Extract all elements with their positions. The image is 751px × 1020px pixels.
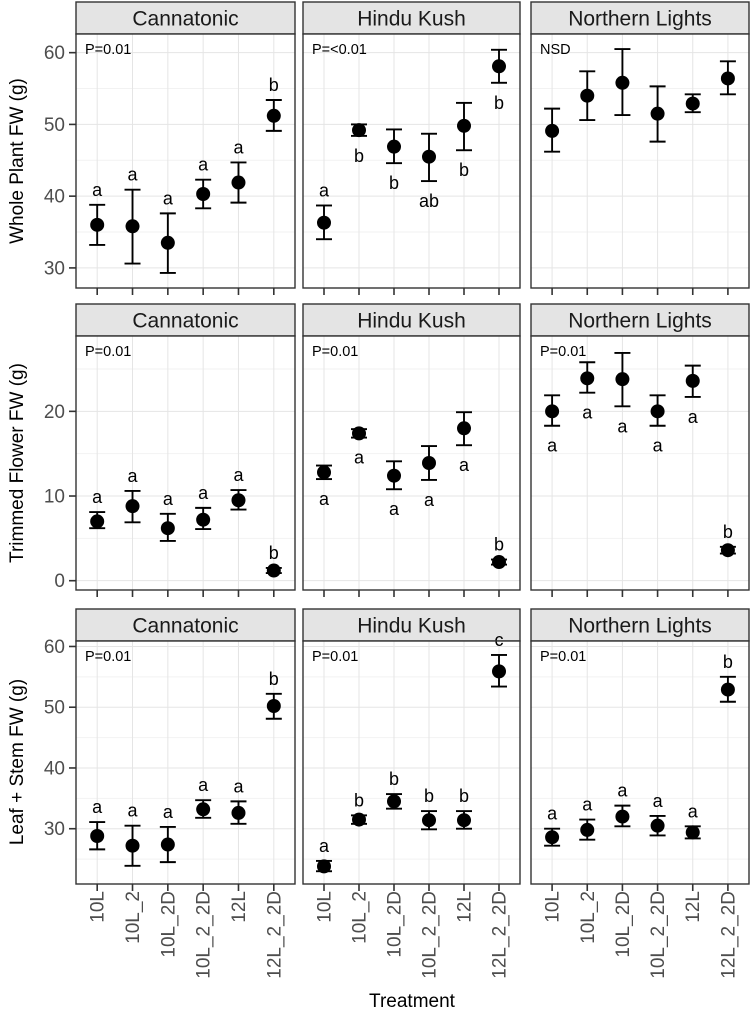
x-tick-label: 10L xyxy=(542,891,564,923)
sig-letter: c xyxy=(494,629,504,650)
sig-letter: a xyxy=(162,801,173,822)
p-value-label: P=0.01 xyxy=(85,344,132,360)
sig-letter: a xyxy=(547,435,558,456)
sig-letter: b xyxy=(722,521,733,542)
sig-letter: a xyxy=(198,775,209,796)
sig-letter: a xyxy=(198,154,209,175)
x-tick-label: 10L_2D xyxy=(158,891,180,958)
sig-letter: b xyxy=(268,75,279,96)
sig-letter: b xyxy=(493,92,505,113)
sig-letter: b xyxy=(423,786,435,807)
panel-r3-c3 xyxy=(531,609,749,891)
panel-r2-c3 xyxy=(531,304,749,597)
panel-r1-c1 xyxy=(44,2,295,295)
sig-letter: a xyxy=(652,435,663,456)
x-tick-label: 10L xyxy=(87,891,109,923)
sig-letter: a xyxy=(233,465,244,486)
y-tick-label: 50 xyxy=(43,114,65,136)
x-tick-label: 10L xyxy=(314,891,336,923)
sig-letter: a xyxy=(127,800,138,821)
x-tick-label: 10L_2_2D xyxy=(648,891,670,979)
p-value-label: NSD xyxy=(540,42,571,58)
x-tick-label: 12L xyxy=(454,891,476,923)
x-tick-label: 12L_2_2D xyxy=(489,891,511,979)
sig-letter: a xyxy=(92,179,103,200)
data-point xyxy=(351,813,367,827)
sig-letter: a xyxy=(318,835,330,856)
y-tick-label: 40 xyxy=(43,186,65,208)
panel-background xyxy=(531,336,749,590)
y-tick-label: 60 xyxy=(43,636,65,658)
facet-strip-label: Northern Lights xyxy=(568,309,712,333)
y-tick-label: 40 xyxy=(43,758,65,780)
x-axis-title: Treatment xyxy=(369,991,455,1012)
sig-letter: a xyxy=(652,790,663,811)
panel-r3-c1 xyxy=(44,609,295,891)
facet-strip-label: Hindu Kush xyxy=(357,614,466,638)
x-tick-label: 10L_2D xyxy=(612,891,634,958)
sig-letter: b xyxy=(353,790,365,811)
sig-letter: a xyxy=(388,499,400,520)
sig-letter: a xyxy=(582,794,593,815)
sig-letter: a xyxy=(92,797,103,818)
panel-background xyxy=(303,336,520,590)
y-axis-title-row-2: Trimmed Flower FW (g) xyxy=(7,363,28,563)
y-axis-title-row-1: Whole Plant FW (g) xyxy=(7,78,28,244)
y-axis-title-row-3: Leaf + Stem FW (g) xyxy=(7,678,28,846)
x-tick-label: 10L_2_2D xyxy=(193,891,215,979)
sig-letter: a xyxy=(617,780,628,801)
sig-letter: b xyxy=(458,786,470,807)
sig-letter: b xyxy=(458,160,470,181)
y-tick-label: 0 xyxy=(54,571,65,593)
panel-background xyxy=(303,641,520,884)
sig-letter: a xyxy=(127,465,138,486)
sig-letter: a xyxy=(127,164,138,185)
y-tick-label: 30 xyxy=(43,819,65,841)
p-value-label: P=0.01 xyxy=(540,649,587,665)
panel-background xyxy=(76,34,295,288)
sig-letter: b xyxy=(388,769,400,790)
facet-strip-label: Hindu Kush xyxy=(357,309,466,333)
sig-letter: a xyxy=(353,447,365,468)
y-tick-label: 60 xyxy=(43,43,65,65)
facet-strip-label: Hindu Kush xyxy=(357,7,466,31)
sig-letter: a xyxy=(233,137,244,158)
sig-letter: b xyxy=(268,542,279,563)
p-value-label: P=0.01 xyxy=(85,649,132,665)
panel-r3-c2 xyxy=(303,609,520,891)
sig-letter: a xyxy=(687,801,698,822)
sig-letter: a xyxy=(162,188,173,209)
sig-letter: b xyxy=(388,173,400,194)
x-tick-label: 10L_2_2D xyxy=(419,891,441,979)
p-value-label: P=0.01 xyxy=(312,649,359,665)
panel-r2-c1 xyxy=(44,304,295,597)
sig-letter: a xyxy=(162,488,173,509)
facet-strip-label: Cannatonic xyxy=(132,7,239,31)
p-value-label: P=0.01 xyxy=(312,344,359,360)
sig-letter: a xyxy=(617,416,628,437)
data-point xyxy=(351,426,367,440)
x-tick-label: 10L_2D xyxy=(384,891,406,958)
data-point xyxy=(351,123,367,137)
x-tick-label: 10L_2 xyxy=(123,891,145,944)
p-value-label: P=0.01 xyxy=(540,344,587,360)
sig-letter: ab xyxy=(418,191,440,212)
panel-background xyxy=(76,336,295,590)
sig-letter: a xyxy=(687,406,698,427)
sig-letter: b xyxy=(268,668,279,689)
sig-letter: a xyxy=(318,180,330,201)
x-tick-label: 10L_2 xyxy=(577,891,599,944)
panel-background xyxy=(303,34,520,288)
panel-r1-c3 xyxy=(531,2,749,295)
sig-letter: a xyxy=(423,489,435,510)
x-tick-label: 12L xyxy=(228,891,250,923)
panel-r1-c2 xyxy=(303,2,520,295)
sig-letter: a xyxy=(458,455,470,476)
data-point xyxy=(316,859,332,873)
sig-letter: a xyxy=(582,402,593,423)
panel-background xyxy=(531,641,749,884)
facet-strip-label: Northern Lights xyxy=(568,7,712,31)
panel-background xyxy=(76,641,295,884)
panel-r2-c2 xyxy=(303,304,520,597)
sig-letter: a xyxy=(92,487,103,508)
x-tick-label: 12L_2_2D xyxy=(718,891,740,979)
panel-background xyxy=(531,34,749,288)
sig-letter: a xyxy=(233,776,244,797)
y-tick-label: 50 xyxy=(43,697,65,719)
facet-strip-label: Northern Lights xyxy=(568,614,712,638)
sig-letter: b xyxy=(722,651,733,672)
x-tick-label: 10L_2 xyxy=(349,891,371,944)
sig-letter: b xyxy=(353,145,365,166)
sig-letter: b xyxy=(493,534,505,555)
sig-letter: a xyxy=(198,482,209,503)
p-value-label: P=0.01 xyxy=(85,42,132,58)
y-tick-label: 10 xyxy=(43,486,65,508)
facet-strip-label: Cannatonic xyxy=(132,614,239,638)
y-tick-label: 20 xyxy=(43,401,65,423)
sig-letter: a xyxy=(547,803,558,824)
y-tick-label: 30 xyxy=(43,258,65,280)
x-tick-label: 12L_2_2D xyxy=(264,891,286,979)
facet-strip-label: Cannatonic xyxy=(132,309,239,333)
x-tick-label: 12L xyxy=(683,891,705,923)
p-value-label: P=<0.01 xyxy=(312,42,367,58)
sig-letter: a xyxy=(318,489,330,510)
